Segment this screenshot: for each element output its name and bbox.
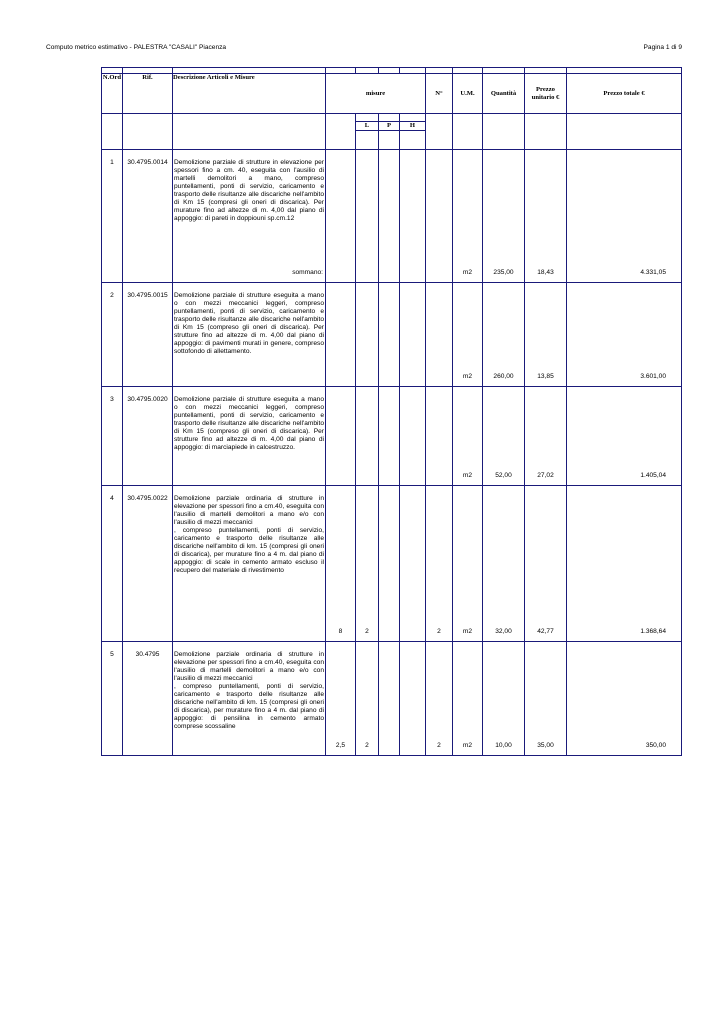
row-quantita: 10,00 <box>483 642 525 756</box>
row-prezzo: 42,77 <box>525 486 567 642</box>
row-ref: 30.4795.0022 <box>123 486 173 642</box>
col-descrizione: Descrizione Articoli e Misure <box>173 74 326 114</box>
row-quantita: 260,00 <box>483 283 525 387</box>
row-number: 4 <box>102 486 123 642</box>
row-description <box>173 642 326 756</box>
row-n <box>426 387 453 486</box>
sommano-label: sommano: <box>292 269 323 276</box>
row-number: 2 <box>102 283 123 387</box>
description-text: Demolizione parziale ordinaria di strutture in elevazione per spessori fino a cm.40, eseguita con l'ausilio di martelli demolitori a mano e/o con l'ausilio di mezzi meccanici <box>174 651 324 682</box>
row-n <box>426 150 453 283</box>
row-h <box>379 150 400 283</box>
row-totale: 350,00 <box>567 642 682 756</box>
row-l <box>326 150 356 283</box>
row-description <box>173 283 326 387</box>
row-h <box>379 486 400 642</box>
row-blank <box>400 150 426 283</box>
col-p: P <box>379 122 400 131</box>
table-row <box>102 283 682 387</box>
computo-table <box>101 67 682 756</box>
row-um: m2 <box>453 150 483 283</box>
row-um: m2 <box>453 486 483 642</box>
row-description <box>173 150 326 283</box>
row-l <box>326 387 356 486</box>
description-text: Demolizione parziale di strutture eseguita a mano o con mezzi meccanici leggeri, compreso puntellamenti, ponti di servizio, caricamento e trasporto delle risultanze alle discariche nell'ambito di Km 15 (compreso gli oneri di discarica). Per strutture fino ad altezze di m. 4,00 dal piano di appoggio: di pavimenti murati in genere, compreso sottofondo di allettamento. <box>174 292 324 355</box>
col-misure: misure <box>326 74 426 114</box>
row-description <box>173 387 326 486</box>
row-ref: 30.4795.0020 <box>123 387 173 486</box>
row-totale: 1.368,64 <box>567 486 682 642</box>
row-l: 2,5 <box>326 642 356 756</box>
row-n <box>426 283 453 387</box>
row-prezzo: 27,02 <box>525 387 567 486</box>
row-blank <box>400 486 426 642</box>
row-um: m2 <box>453 387 483 486</box>
col-prezzo-unitario: Prezzo unitario € <box>525 74 567 114</box>
row-h <box>379 387 400 486</box>
row-blank <box>400 283 426 387</box>
row-um: m2 <box>453 642 483 756</box>
sub-header-spacer <box>102 114 682 122</box>
col-prezzo-totale: Prezzo totale € <box>567 74 682 114</box>
row-prezzo: 13,85 <box>525 283 567 387</box>
description-text: , compreso puntellamenti, ponti di servizio, caricamento e trasporto delle risultanze alle discariche nell'ambito di km. 15 (compresi gli oneri di discarica), per murature fino a 4 m. dal piano di appoggio: di scale in cemento armato escluso il recupero del materiale di rivestimento <box>174 527 324 574</box>
row-l <box>326 283 356 387</box>
description-text: , compreso puntellamenti, ponti di servizio, caricamento e trasporto delle risultanze alle discariche nell'ambito di km. 15 (compresi gli oneri di discarica), per murature fino a 4 m. dal piano di appoggio: di pensilina in cemento armato comprese scossaline <box>174 683 324 730</box>
page-number: Pagina 1 di 9 <box>643 44 682 51</box>
row-ref: 30.4795 <box>123 642 173 756</box>
row-ref: 30.4795.0015 <box>123 283 173 387</box>
row-prezzo: 18,43 <box>525 150 567 283</box>
col-um: U.M. <box>453 74 483 114</box>
col-quantita: Quantità <box>483 74 525 114</box>
row-totale: 1.405,04 <box>567 387 682 486</box>
row-totale: 3.601,00 <box>567 283 682 387</box>
col-l: L <box>356 122 379 131</box>
row-um: m2 <box>453 283 483 387</box>
row-blank <box>400 387 426 486</box>
row-totale: 4.331,05 <box>567 150 682 283</box>
row-prezzo: 35,00 <box>525 642 567 756</box>
col-nord: N.Ord <box>102 74 123 114</box>
col-n: N° <box>426 74 453 114</box>
row-number: 1 <box>102 150 123 283</box>
table-row <box>102 486 682 642</box>
row-p <box>356 150 379 283</box>
row-quantita: 32,00 <box>483 486 525 642</box>
row-number: 5 <box>102 642 123 756</box>
row-quantita: 52,00 <box>483 387 525 486</box>
document-title: Computo metrico estimativo - PALESTRA "CASALI" Piacenza <box>46 44 227 51</box>
row-n: 2 <box>426 642 453 756</box>
row-ref: 30.4795.0014 <box>123 150 173 283</box>
row-n: 2 <box>426 486 453 642</box>
row-l: 8 <box>326 486 356 642</box>
row-p <box>356 387 379 486</box>
row-quantita: 235,00 <box>483 150 525 283</box>
row-description <box>173 486 326 642</box>
row-h <box>379 642 400 756</box>
table-row <box>102 387 682 486</box>
table-row <box>102 150 682 283</box>
row-p: 2 <box>356 486 379 642</box>
col-rif: Rif. <box>123 74 173 114</box>
row-number: 3 <box>102 387 123 486</box>
row-p: 2 <box>356 642 379 756</box>
row-blank <box>400 642 426 756</box>
table-row <box>102 642 682 756</box>
column-header-row <box>102 74 682 114</box>
row-h <box>379 283 400 387</box>
col-h: H <box>400 122 426 131</box>
description-text: Demolizione parziale di strutture in elevazione per spessori fino a cm. 40, eseguita con l'ausilio di martelli demolitori a mano, compreso puntellamenti, ponti di servizio, caricamento e trasporto delle risultanze alle discariche nell'ambito di Km 15 (compresi gli oneri di discarica). Per murature fino ad altezze di m. 4,00 dal piano di appoggio: di pareti in doppiouni sp.cm.12 <box>174 159 324 222</box>
description-text: Demolizione parziale di strutture eseguita a mano o con mezzi meccanici leggeri, compreso puntellamenti, ponti di servizio, caricamento e trasporto delle risultanze alle discariche nell'ambito di Km 15 (compreso gli oneri di discarica). Per strutture fino ad altezze di m. 4,00 dal piano di appoggio: di marciapiede in calcestruzzo. <box>174 396 324 451</box>
description-text: Demolizione parziale ordinaria di strutture in elevazione per spessori fino a cm.40, eseguita con l'ausilio di martelli demolitori a mano e/o con l'ausilio di mezzi meccanici <box>174 495 324 526</box>
row-p <box>356 283 379 387</box>
